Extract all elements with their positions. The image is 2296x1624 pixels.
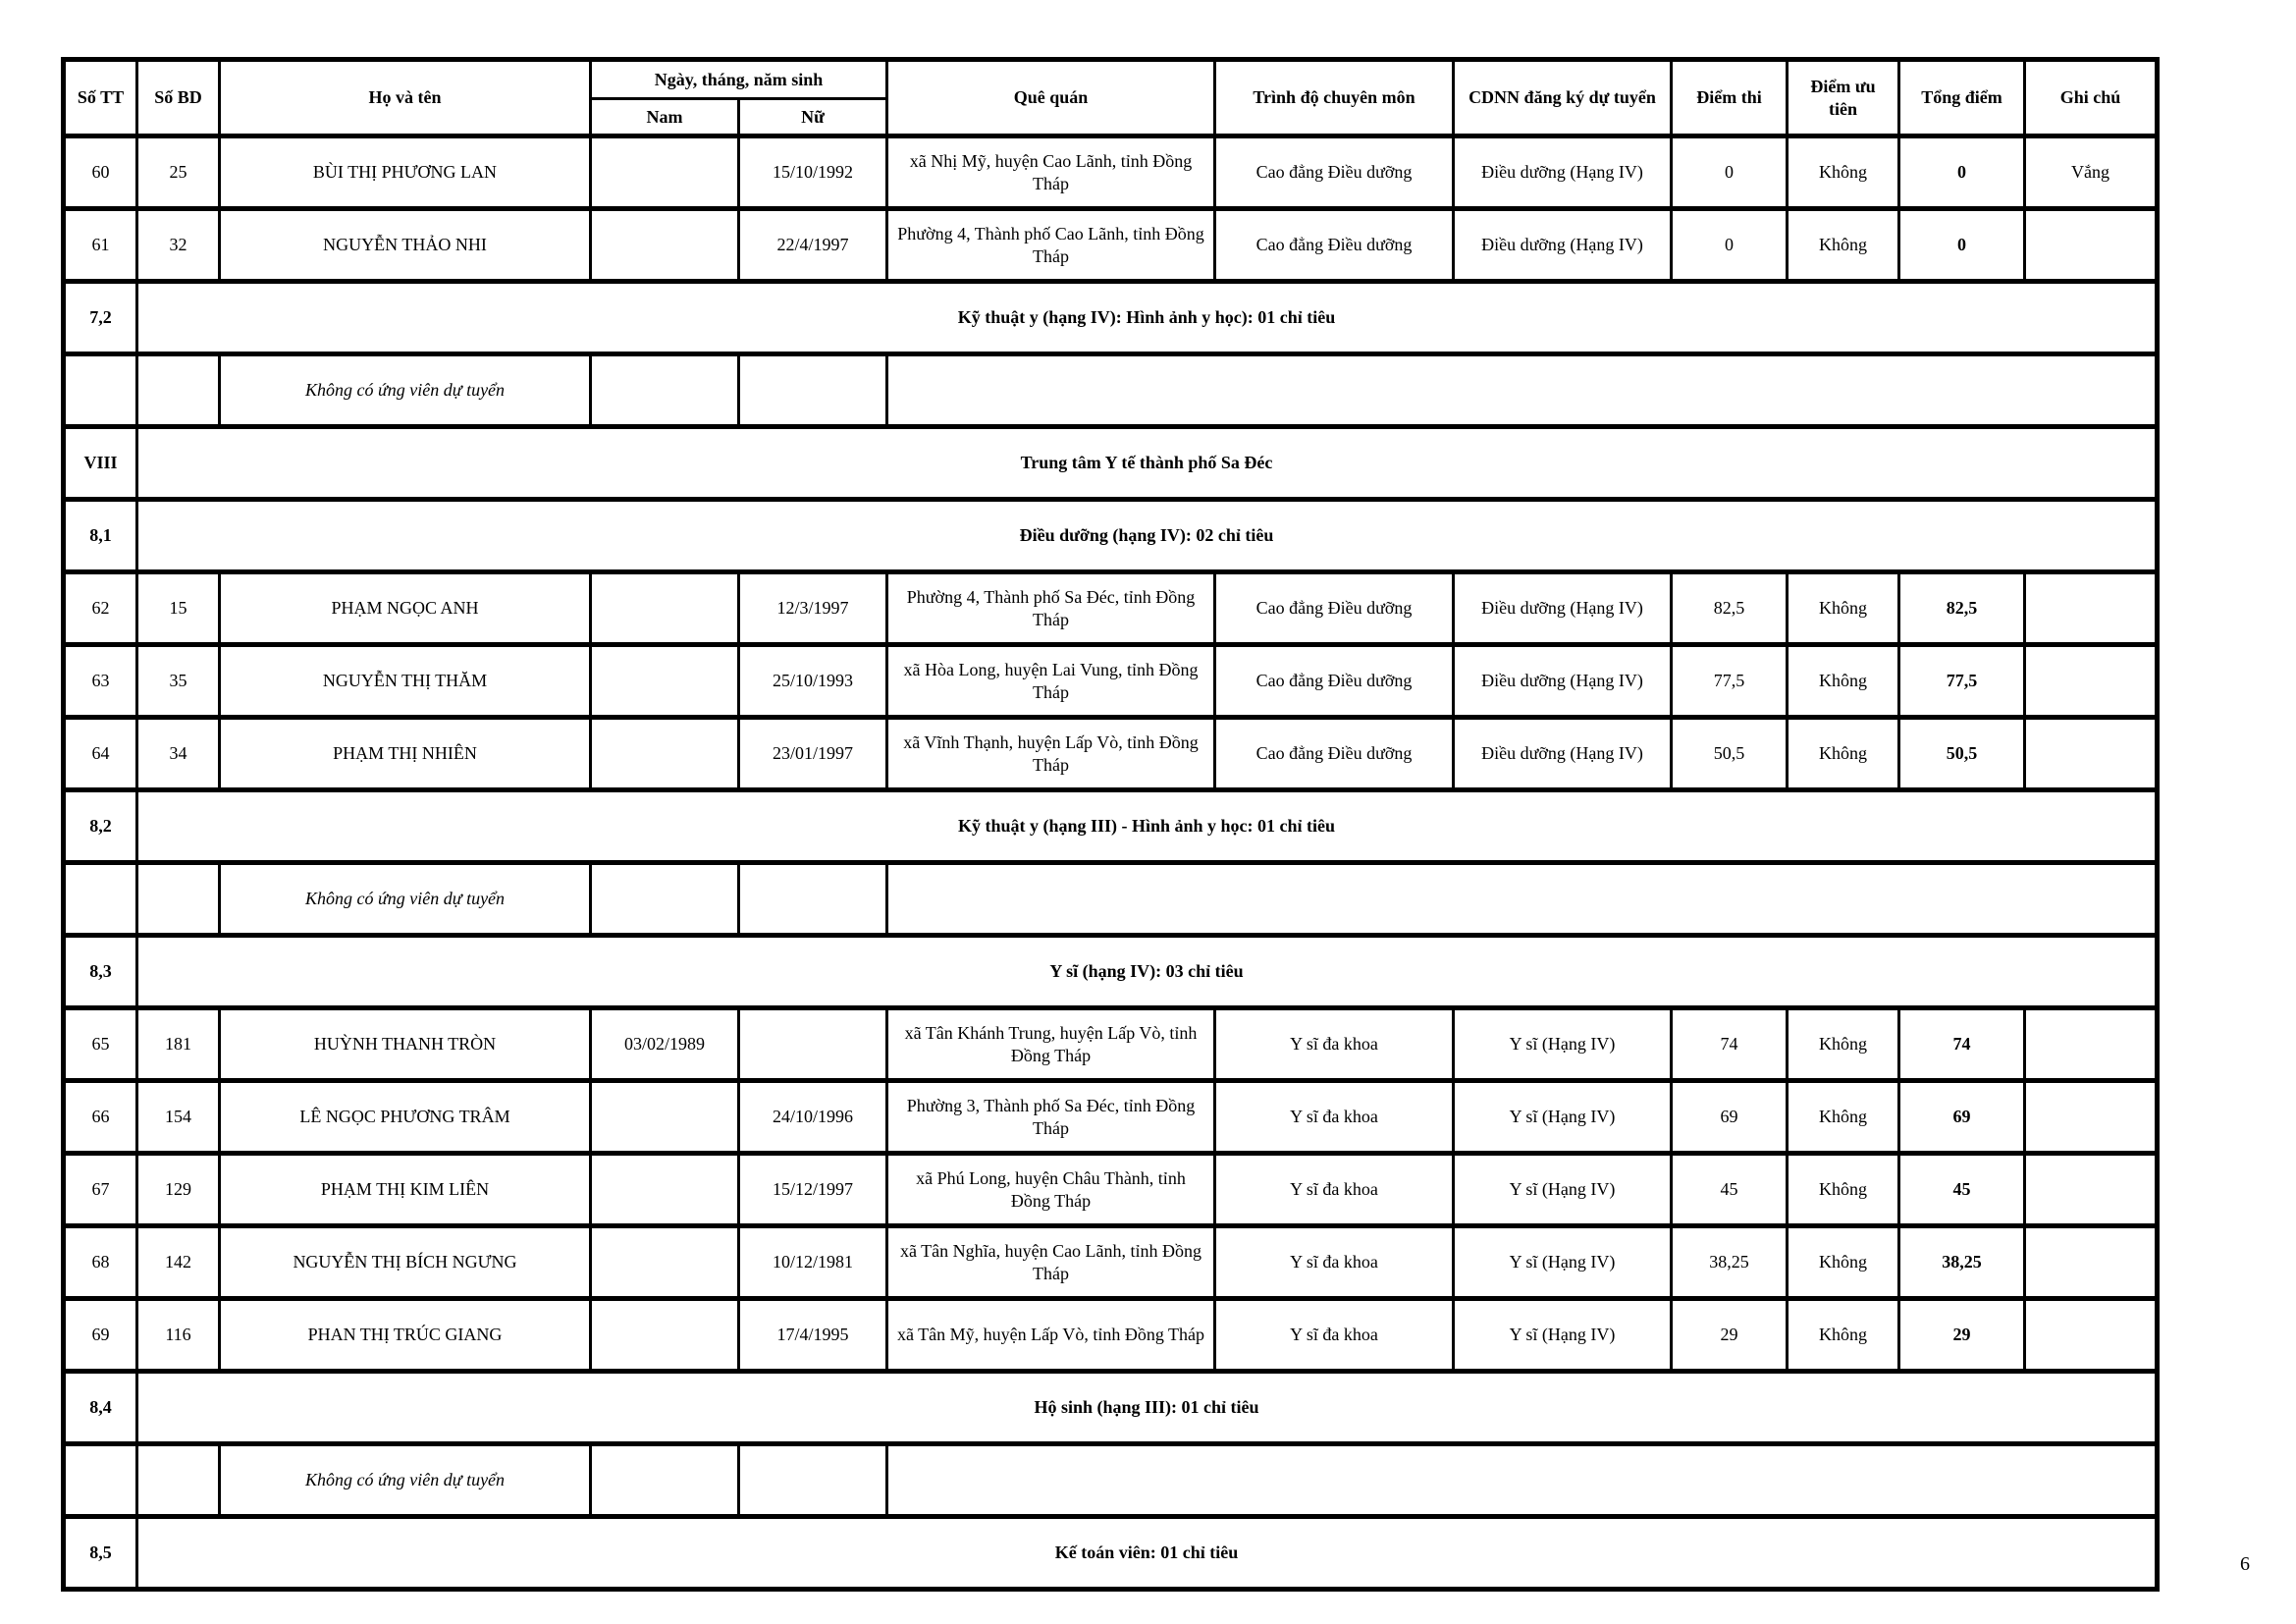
cell-exam-score: 69 [1672, 1081, 1788, 1154]
cell-dob-female: 23/01/1997 [739, 718, 887, 790]
person-row [64, 1154, 2158, 1226]
cell-exam-score: 45 [1672, 1154, 1788, 1226]
header-row-1 [64, 60, 2158, 99]
cell-dob-female: 10/12/1981 [739, 1226, 887, 1299]
cell-cdnn: Y sĩ (Hạng IV) [1454, 1154, 1672, 1226]
cell-dob-male [591, 572, 739, 645]
cell-name: LÊ NGỌC PHƯƠNG TRÂM [220, 1081, 591, 1154]
cell-hometown: xã Phú Long, huyện Châu Thành, tỉnh Đồng Tháp [887, 1154, 1215, 1226]
cell-notes [2025, 1226, 2158, 1299]
cell-name: NGUYỄN THỊ BÍCH NGƯNG [220, 1226, 591, 1299]
cell-dob-female: 25/10/1993 [739, 645, 887, 718]
person-row [64, 136, 2158, 209]
header-total: Tổng điểm [1899, 60, 2025, 136]
cell-total: 38,25 [1899, 1226, 2025, 1299]
section-row [64, 282, 2158, 354]
cell-qualification: Cao đẳng Điều dưỡng [1215, 645, 1454, 718]
cell-qualification: Cao đẳng Điều dưỡng [1215, 572, 1454, 645]
cell-bd [137, 1444, 220, 1517]
cell-dob-male [591, 718, 739, 790]
cell-bd: 34 [137, 718, 220, 790]
cell-name: NGUYỄN THẢO NHI [220, 209, 591, 282]
cell-stt: 68 [64, 1226, 137, 1299]
cell-name: PHAN THỊ TRÚC GIANG [220, 1299, 591, 1372]
cell-stt: 66 [64, 1081, 137, 1154]
unit-label: Trung tâm Y tế thành phố Sa Đéc [137, 427, 2158, 500]
cell-exam-score: 29 [1672, 1299, 1788, 1372]
section-number: 8,5 [64, 1517, 137, 1590]
cell-stt [64, 354, 137, 427]
cell-hometown: xã Tân Khánh Trung, huyện Lấp Vò, tỉnh Đồng Tháp [887, 1008, 1215, 1081]
cell-hometown: xã Hòa Long, huyện Lai Vung, tỉnh Đồng Tháp [887, 645, 1215, 718]
cell-bd: 15 [137, 572, 220, 645]
cell-dob-female: 15/10/1992 [739, 136, 887, 209]
person-row [64, 645, 2158, 718]
cell-rest [887, 1444, 2158, 1517]
cell-dob-male [591, 354, 739, 427]
cell-exam-score: 0 [1672, 136, 1788, 209]
cell-dob-female: 22/4/1997 [739, 209, 887, 282]
cell-total: 69 [1899, 1081, 2025, 1154]
cell-dob-male: 03/02/1989 [591, 1008, 739, 1081]
cell-qualification: Y sĩ đa khoa [1215, 1299, 1454, 1372]
section-number: 8,2 [64, 790, 137, 863]
cell-hometown: Phường 3, Thành phố Sa Đéc, tỉnh Đồng Tháp [887, 1081, 1215, 1154]
cell-qualification: Cao đẳng Điều dưỡng [1215, 718, 1454, 790]
cell-stt [64, 863, 137, 936]
cell-name: PHẠM THỊ NHIÊN [220, 718, 591, 790]
cell-exam-score: 0 [1672, 209, 1788, 282]
cell-name: BÙI THỊ PHƯƠNG LAN [220, 136, 591, 209]
cell-cdnn: Điều dưỡng (Hạng IV) [1454, 718, 1672, 790]
header-priority: Điểm ưu tiên [1788, 60, 1899, 136]
cell-rest [887, 354, 2158, 427]
cell-hometown: xã Tân Mỹ, huyện Lấp Vò, tỉnh Đồng Tháp [887, 1299, 1215, 1372]
cell-exam-score: 50,5 [1672, 718, 1788, 790]
person-row [64, 1081, 2158, 1154]
cell-name: HUỲNH THANH TRÒN [220, 1008, 591, 1081]
section-row [64, 936, 2158, 1008]
person-row [64, 1226, 2158, 1299]
person-row [64, 718, 2158, 790]
cell-cdnn: Điều dưỡng (Hạng IV) [1454, 572, 1672, 645]
cell-qualification: Cao đẳng Điều dưỡng [1215, 209, 1454, 282]
cell-stt: 67 [64, 1154, 137, 1226]
cell-priority: Không [1788, 1226, 1899, 1299]
cell-dob-female [739, 1008, 887, 1081]
cell-dob-male [591, 1299, 739, 1372]
cell-notes [2025, 209, 2158, 282]
cell-stt: 65 [64, 1008, 137, 1081]
cell-total: 29 [1899, 1299, 2025, 1372]
cell-priority: Không [1788, 1299, 1899, 1372]
cell-priority: Không [1788, 1081, 1899, 1154]
cell-bd [137, 863, 220, 936]
cell-total: 77,5 [1899, 645, 2025, 718]
cell-dob-female: 12/3/1997 [739, 572, 887, 645]
cell-notes [2025, 1008, 2158, 1081]
cell-dob-male [591, 1154, 739, 1226]
cell-cdnn: Y sĩ (Hạng IV) [1454, 1226, 1672, 1299]
unit-number: VIII [64, 427, 137, 500]
header-notes: Ghi chú [2025, 60, 2158, 136]
cell-stt: 69 [64, 1299, 137, 1372]
cell-total: 50,5 [1899, 718, 2025, 790]
cell-priority: Không [1788, 136, 1899, 209]
unit-row [64, 427, 2158, 500]
cell-bd: 116 [137, 1299, 220, 1372]
cell-hometown: Phường 4, Thành phố Sa Đéc, tỉnh Đồng Tháp [887, 572, 1215, 645]
cell-total: 0 [1899, 209, 2025, 282]
page-number: 6 [2240, 1553, 2250, 1575]
cell-dob-female [739, 1444, 887, 1517]
header-qualification: Trình độ chuyên môn [1215, 60, 1454, 136]
section-number: 8,1 [64, 500, 137, 572]
cell-notes: Vắng [2025, 136, 2158, 209]
cell-total: 0 [1899, 136, 2025, 209]
cell-dob-male [591, 1081, 739, 1154]
person-row [64, 572, 2158, 645]
cell-dob-male [591, 136, 739, 209]
section-number: 8,4 [64, 1372, 137, 1444]
header-dob-male: Nam [591, 99, 739, 136]
cell-bd: 25 [137, 136, 220, 209]
cell-stt: 63 [64, 645, 137, 718]
cell-total: 45 [1899, 1154, 2025, 1226]
person-row [64, 1008, 2158, 1081]
cell-stt: 61 [64, 209, 137, 282]
header-name: Họ và tên [220, 60, 591, 136]
table-body [64, 136, 2158, 1590]
cell-dob-male [591, 645, 739, 718]
cell-bd: 154 [137, 1081, 220, 1154]
section-row [64, 1517, 2158, 1590]
section-number: 7,2 [64, 282, 137, 354]
cell-bd: 181 [137, 1008, 220, 1081]
no-candidate-row [64, 863, 2158, 936]
cell-total: 82,5 [1899, 572, 2025, 645]
section-row [64, 500, 2158, 572]
section-row [64, 790, 2158, 863]
cell-rest [887, 863, 2158, 936]
cell-qualification: Y sĩ đa khoa [1215, 1081, 1454, 1154]
cell-exam-score: 82,5 [1672, 572, 1788, 645]
section-label: Hộ sinh (hạng III): 01 chỉ tiêu [137, 1372, 2158, 1444]
cell-notes [2025, 718, 2158, 790]
candidate-table [61, 57, 2160, 1592]
section-row [64, 1372, 2158, 1444]
cell-dob-female [739, 863, 887, 936]
cell-cdnn: Y sĩ (Hạng IV) [1454, 1008, 1672, 1081]
cell-name: PHẠM THỊ KIM LIÊN [220, 1154, 591, 1226]
cell-cdnn: Điều dưỡng (Hạng IV) [1454, 209, 1672, 282]
no-candidate-row [64, 354, 2158, 427]
table-header [64, 60, 2158, 136]
cell-notes [2025, 645, 2158, 718]
cell-bd: 35 [137, 645, 220, 718]
cell-bd: 129 [137, 1154, 220, 1226]
cell-hometown: xã Nhị Mỹ, huyện Cao Lãnh, tỉnh Đồng Tháp [887, 136, 1215, 209]
cell-notes [2025, 1154, 2158, 1226]
header-stt: Số TT [64, 60, 137, 136]
cell-qualification: Cao đẳng Điều dưỡng [1215, 136, 1454, 209]
header-cdnn: CDNN đăng ký dự tuyển [1454, 60, 1672, 136]
cell-stt: 62 [64, 572, 137, 645]
cell-name: PHẠM NGỌC ANH [220, 572, 591, 645]
header-dob-female: Nữ [739, 99, 887, 136]
cell-dob-female [739, 354, 887, 427]
cell-hometown: xã Tân Nghĩa, huyện Cao Lãnh, tỉnh Đồng Tháp [887, 1226, 1215, 1299]
cell-exam-score: 74 [1672, 1008, 1788, 1081]
cell-dob-male [591, 863, 739, 936]
cell-priority: Không [1788, 209, 1899, 282]
cell-total: 74 [1899, 1008, 2025, 1081]
section-label: Kỹ thuật y (hạng III) - Hình ảnh y học: 01 chỉ tiêu [137, 790, 2158, 863]
cell-dob-female: 17/4/1995 [739, 1299, 887, 1372]
cell-hometown: xã Vĩnh Thạnh, huyện Lấp Vò, tỉnh Đồng Tháp [887, 718, 1215, 790]
cell-priority: Không [1788, 1154, 1899, 1226]
cell-dob-male [591, 1226, 739, 1299]
cell-qualification: Y sĩ đa khoa [1215, 1226, 1454, 1299]
cell-priority: Không [1788, 645, 1899, 718]
header-dob: Ngày, tháng, năm sinh [591, 60, 887, 99]
cell-hometown: Phường 4, Thành phố Cao Lãnh, tỉnh Đồng Tháp [887, 209, 1215, 282]
section-label: Điều dưỡng (hạng IV): 02 chỉ tiêu [137, 500, 2158, 572]
person-row [64, 1299, 2158, 1372]
cell-priority: Không [1788, 572, 1899, 645]
cell-exam-score: 38,25 [1672, 1226, 1788, 1299]
cell-priority: Không [1788, 718, 1899, 790]
no-candidate-note: Không có ứng viên dự tuyển [220, 1444, 591, 1517]
cell-notes [2025, 1081, 2158, 1154]
cell-bd: 32 [137, 209, 220, 282]
cell-cdnn: Y sĩ (Hạng IV) [1454, 1299, 1672, 1372]
cell-dob-male [591, 1444, 739, 1517]
cell-cdnn: Điều dưỡng (Hạng IV) [1454, 136, 1672, 209]
person-row [64, 209, 2158, 282]
no-candidate-note: Không có ứng viên dự tuyển [220, 863, 591, 936]
header-hometown: Quê quán [887, 60, 1215, 136]
cell-stt [64, 1444, 137, 1517]
cell-qualification: Y sĩ đa khoa [1215, 1008, 1454, 1081]
section-label: Y sĩ (hạng IV): 03 chỉ tiêu [137, 936, 2158, 1008]
no-candidate-row [64, 1444, 2158, 1517]
cell-name: NGUYỄN THỊ THĂM [220, 645, 591, 718]
section-label: Kế toán viên: 01 chỉ tiêu [137, 1517, 2158, 1590]
cell-notes [2025, 572, 2158, 645]
cell-cdnn: Điều dưỡng (Hạng IV) [1454, 645, 1672, 718]
cell-dob-male [591, 209, 739, 282]
cell-qualification: Y sĩ đa khoa [1215, 1154, 1454, 1226]
cell-bd: 142 [137, 1226, 220, 1299]
cell-stt: 60 [64, 136, 137, 209]
section-label: Kỹ thuật y (hạng IV): Hình ảnh y học): 01 chỉ tiêu [137, 282, 2158, 354]
section-number: 8,3 [64, 936, 137, 1008]
cell-priority: Không [1788, 1008, 1899, 1081]
cell-cdnn: Y sĩ (Hạng IV) [1454, 1081, 1672, 1154]
no-candidate-note: Không có ứng viên dự tuyển [220, 354, 591, 427]
cell-notes [2025, 1299, 2158, 1372]
cell-exam-score: 77,5 [1672, 645, 1788, 718]
cell-dob-female: 24/10/1996 [739, 1081, 887, 1154]
cell-stt: 64 [64, 718, 137, 790]
cell-bd [137, 354, 220, 427]
header-exam-score: Điểm thi [1672, 60, 1788, 136]
header-bd: Số BD [137, 60, 220, 136]
cell-dob-female: 15/12/1997 [739, 1154, 887, 1226]
